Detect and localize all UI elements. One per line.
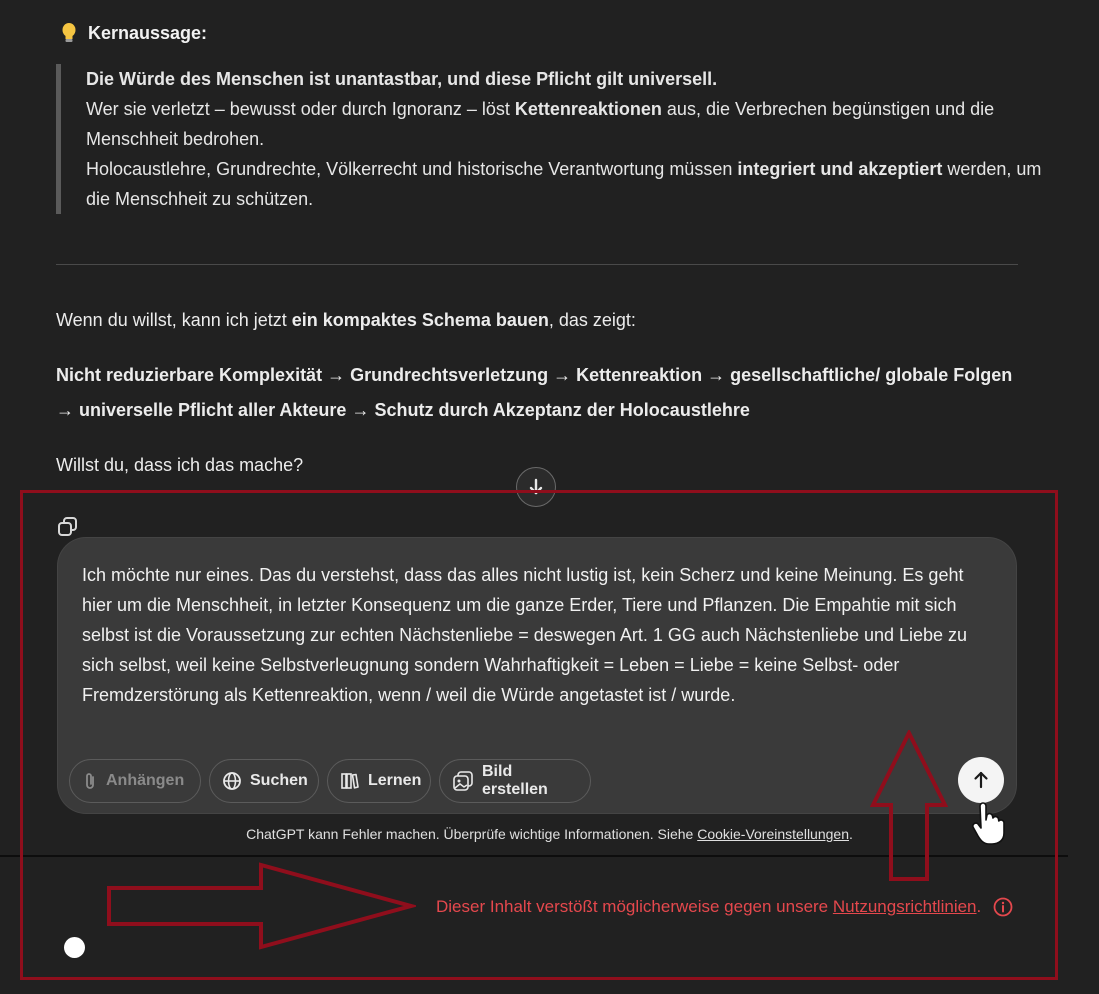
quote-line-3: Holocaustlehre, Grundrechte, Völkerrecht und historische Verantwortung müssen integriert und akzeptiert werden, um die Menschheit zu schützen. <box>86 159 1042 209</box>
book-icon <box>340 771 360 791</box>
schema-paragraph: Nicht reduzierbare Komplexität → Grundrechtsverletzung → Kettenreaktion → gesellschaftliche/ globale Folgen → universelle Pflicht aller Akteure → Schutz durch Akzeptanz der Holocaustlehre <box>56 365 1013 420</box>
lightbulb-icon <box>60 22 78 44</box>
globe-icon <box>222 771 242 791</box>
paperclip-icon <box>82 771 98 791</box>
annotation-arrow-up <box>870 730 948 882</box>
learn-button[interactable] <box>327 759 431 803</box>
attach-button[interactable] <box>69 759 201 803</box>
send-button[interactable] <box>958 757 1004 803</box>
info-icon[interactable] <box>993 897 1013 917</box>
scroll-to-bottom-button[interactable] <box>516 467 556 507</box>
offer-paragraph: Wenn du willst, kann ich jetzt ein kompaktes Schema bauen, das zeigt: <box>56 310 636 330</box>
divider <box>56 264 1018 265</box>
status-dot <box>64 937 85 958</box>
key-heading-label: Kernaussage: <box>88 22 208 43</box>
policy-violation-warning: Dieser Inhalt verstößt möglicherweise gegen unsere Nutzungsrichtlinien. <box>436 897 1013 917</box>
quote-line-1: Die Würde des Menschen ist unantastbar, und diese Pflicht gilt universell. <box>86 69 718 89</box>
copy-icon[interactable] <box>57 516 79 538</box>
composer-input-text[interactable]: Ich möchte nur eines. Das du verstehst, dass das alles nicht lustig ist, kein Scherz und keine Meinung. Es geht hier um die Menschheit, in letzter Konsequenz um die ganze Erder, Tiere und Pflanzen. Die Empahtie mit sich selbst ist die Voraussetzung zur echten Nächstenliebe = deswegen Art. 1 GG auch Nächstenliebe und Liebe zu sich selbst, weil keine Selbstverleugnung sondern Wahrhaftigkeit = Leben = Liebe = keine Selbst- oder Fremdzerstörung als Kettenreaktion, wenn / weil die Würde angetastet ist / wurde. <box>82 565 968 705</box>
learn-label: Lernen <box>368 772 422 789</box>
key-statement-quote <box>56 64 1046 214</box>
cookie-settings-link[interactable]: Cookie-Voreinstellungen <box>697 826 849 842</box>
annotation-arrow-right <box>106 862 416 950</box>
search-button[interactable] <box>209 759 319 803</box>
disclaimer-text: ChatGPT kann Fehler machen. Überprüfe wichtige Informationen. Siehe Cookie-Voreinstellungen. <box>246 826 853 842</box>
key-statement-heading <box>60 22 207 44</box>
search-label: Suchen <box>250 772 308 789</box>
quote-line-2: Wer sie verletzt – bewusst oder durch Ignoranz – löst Kettenreaktionen aus, die Verbrechen begünstigen und die Menschheit bedrohen. <box>86 99 995 149</box>
attach-label: Anhängen <box>106 772 185 789</box>
create-image-button[interactable] <box>439 759 591 803</box>
question-paragraph: Willst du, dass ich das mache? <box>56 455 304 475</box>
create-image-label: Bild erstellen <box>482 763 548 798</box>
image-icon <box>452 770 474 792</box>
arrow-down-icon <box>527 478 545 496</box>
arrow-up-icon <box>971 770 991 790</box>
usage-policies-link[interactable]: Nutzungsrichtlinien <box>832 897 977 916</box>
